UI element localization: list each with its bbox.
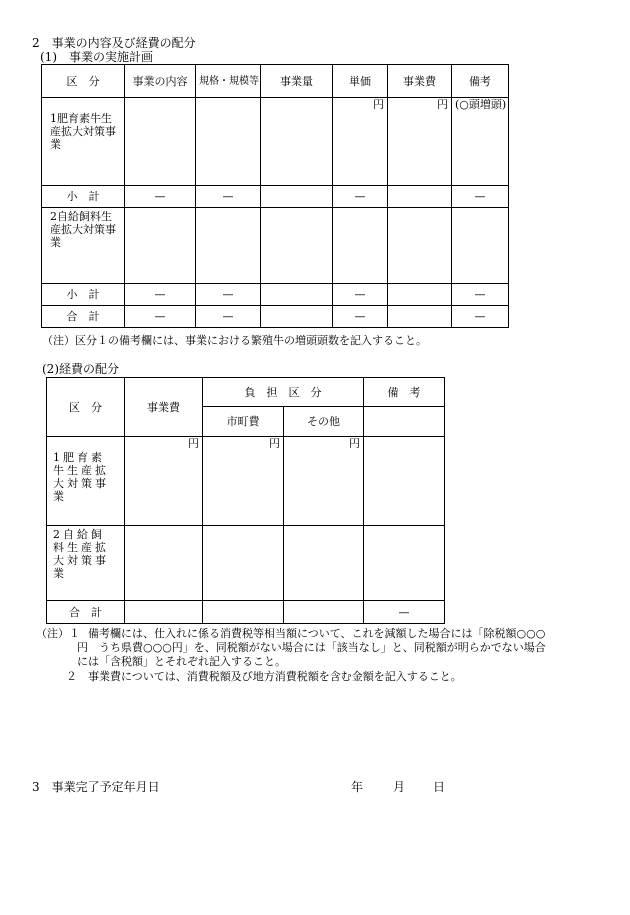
section3-title: 3 事業完了予定年月日 [32,780,160,794]
day-label: 日 [433,780,446,794]
header-tanka: 単価 [333,65,388,98]
dash: — [364,601,445,624]
note3-text: 事業費については、消費税額及び地方消費税額を含む金額を記入すること。 [88,670,462,683]
cost-header-kubun: 区 分 [47,378,125,437]
row1-label: 1肥育素牛生産拡大対策事業 [42,98,125,186]
cell [388,306,452,328]
month-label: 月 [393,780,406,794]
dash: — [125,306,196,328]
cell [388,208,452,284]
cost-header-jigyohi: 事業費 [125,378,203,437]
dash: — [333,306,388,328]
row1-biko: (○頭増頭) [452,98,509,186]
note1: （注）区分１の備考欄には、事業における繁殖牛の増頭頭数を記入すること。 [42,334,427,347]
cell [261,208,333,284]
note2-prefix: （注）１ [36,627,80,640]
cell [125,526,203,601]
cost-header-shichoson: 市町費 [203,407,284,437]
cost-header-sonota: その他 [284,407,364,437]
cost-row1-yen: 円 [203,437,284,526]
cost-subtitle: (2)経費の配分 [42,362,119,376]
dash: — [196,186,261,208]
cost-table [46,377,445,624]
dash: — [452,306,509,328]
cost-total-label: 合 計 [47,601,125,624]
header-naiyo: 事業の内容 [125,65,196,98]
cell [364,526,445,601]
dash: — [333,284,388,306]
dash: — [125,284,196,306]
note3-prefix: ２ [66,670,77,683]
cost-header-futan: 負 担 区 分 [203,378,364,407]
cost-header-biko: 備 考 [364,378,445,407]
note2-line1: 備考欄には、仕入れに係る消費税等相当額について、これを減額した場合には「除税額○○○ [88,627,546,640]
subtotal2-label: 小 計 [42,284,125,306]
cost-row2-label: 2自給飼料生産拡大対策事業 [47,526,125,601]
cell [125,208,196,284]
row1-jigyohi-unit: 円 [388,98,452,186]
cell [452,208,509,284]
plan-subtitle: (1) 事業の実施計画 [40,50,153,64]
cell [261,186,333,208]
cell [261,306,333,328]
dash: — [333,186,388,208]
cell [284,601,364,624]
total-label: 合 計 [42,306,125,328]
row2-label: 2自給飼料生産拡大対策事業 [42,208,125,284]
section2-title: 2 事業の内容及び経費の配分 [32,36,196,50]
cost-row1-yen: 円 [125,437,203,526]
note2-line2: 円 うち県費○○○円」を、同税額がない場合には「該当なし」と、同税額が明らかでない場合 [77,641,546,654]
header-jigyoryo: 事業量 [261,65,333,98]
cell [125,601,203,624]
cell [196,98,261,186]
row1-tanka-unit: 円 [333,98,388,186]
cell [203,526,284,601]
cost-row1-yen: 円 [284,437,364,526]
dash: — [196,306,261,328]
cell [388,284,452,306]
year-label: 年 [351,780,364,794]
cell [203,601,284,624]
subtotal1-label: 小 計 [42,186,125,208]
cell [333,208,388,284]
cell [364,407,445,437]
dash: — [125,186,196,208]
cell [261,98,333,186]
dash: — [196,284,261,306]
header-jigyohi: 事業費 [388,65,452,98]
cost-row1-label: 1肥育素牛生産拡大対策事業 [47,437,125,526]
note2-line3: には「含税額」とそれぞれ記入すること。 [77,655,286,668]
cell [284,526,364,601]
cell [261,284,333,306]
dash: — [452,284,509,306]
plan-table [41,64,509,328]
cell [388,186,452,208]
header-kubun: 区 分 [42,65,125,98]
header-kikaku: 規格・規模等 [196,65,261,98]
cell [196,208,261,284]
cell [364,437,445,526]
dash: — [452,186,509,208]
cell [125,98,196,186]
header-biko: 備考 [452,65,509,98]
